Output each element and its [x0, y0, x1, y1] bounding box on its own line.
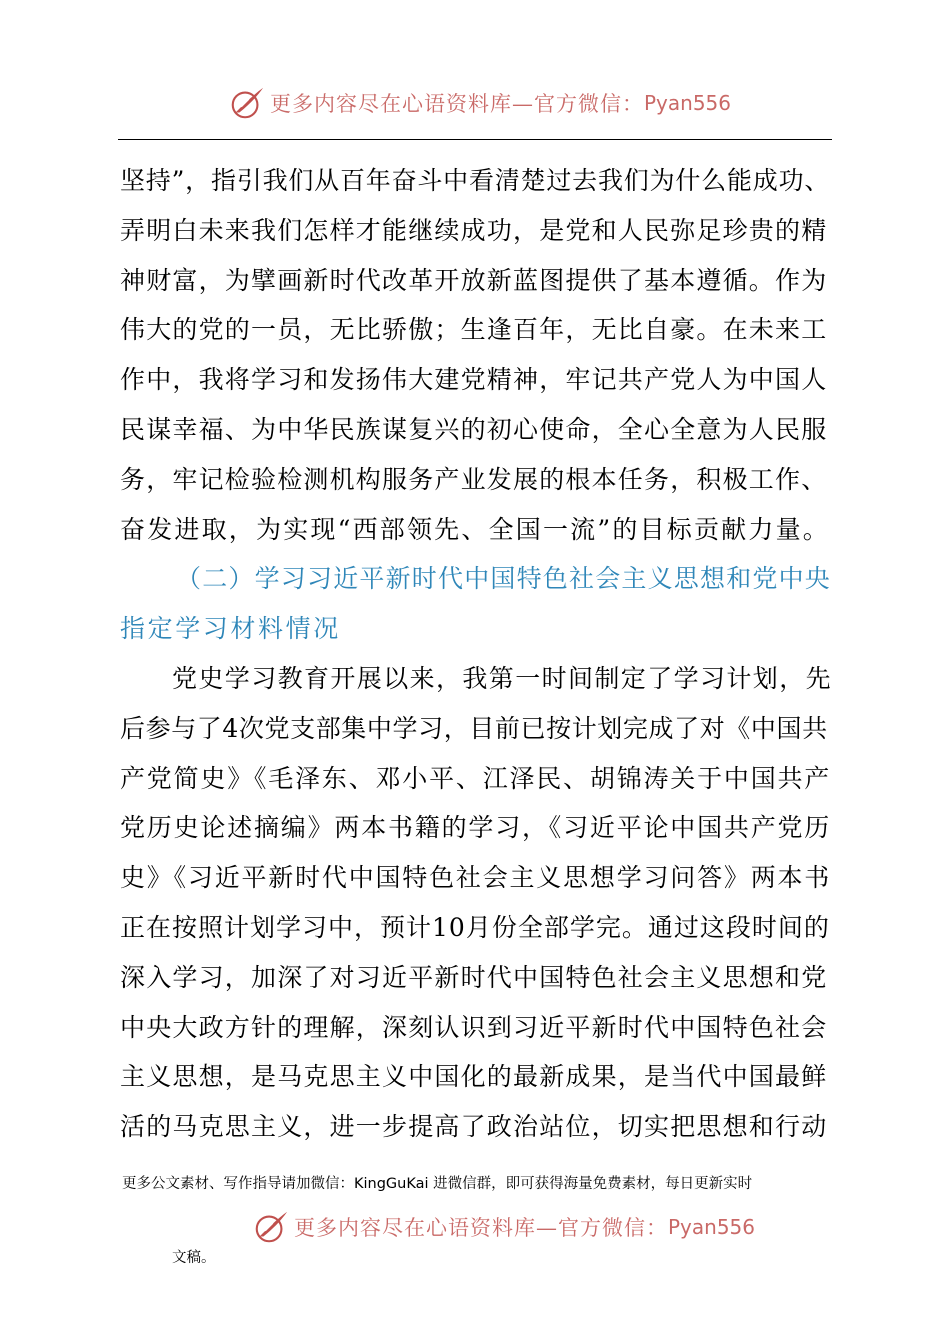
text-line: 民谋幸福、为中华民族谋复兴的初心使命，全心全意为人民服 [120, 414, 828, 444]
footer-tail: 文稿。 [172, 1250, 216, 1266]
heading-line: （二）学习习近平新时代中国特色社会主义思想和党中央 [176, 564, 832, 594]
text-line: 产党简史》《毛泽东、邓小平、江泽民、胡锦涛关于中国共产 [120, 763, 832, 793]
text-line: 作中，我将学习和发扬伟大建党精神，牢记共产党人为中国人 [120, 365, 828, 395]
text-line: 正在按照计划学习中，预计10月份全部学完。通过这段时间的 [120, 912, 830, 942]
document-body [120, 156, 832, 1152]
text-line: 后参与了4次党支部集中学习，目前已按计划完成了对《中国共 [120, 713, 828, 743]
text-line: 史》《习近平新时代中国特色社会主义思想学习问答》两本书 [120, 863, 832, 893]
watermark-top [228, 84, 731, 122]
quill-logo-icon [252, 1208, 290, 1246]
header-rule [118, 139, 832, 140]
watermark-bottom [252, 1208, 755, 1246]
watermark-text: 更多内容尽在心语资料库—官方微信： [270, 92, 644, 116]
text-line: 党史学习教育开展以来，我第一时间制定了学习计划，先 [172, 663, 833, 693]
watermark-id: Pyan556 [668, 1215, 756, 1239]
watermark-id: Pyan556 [644, 91, 732, 115]
quill-logo-icon [228, 84, 266, 122]
text-line: 神财富，为擘画新时代改革开放新蓝图提供了基本遵循。作为 [120, 265, 828, 295]
footer-note: 更多公文素材、写作指导请加微信：KingGuKai 进微信群，即可获得海量免费素材，每日更新实时 [122, 1176, 753, 1192]
text-line: 务，牢记检验检测机构服务产业发展的根本任务，积极工作、 [120, 464, 828, 494]
text-line: 党历史论述摘编》两本书籍的学习，《习近平论中国共产党历 [120, 813, 832, 843]
text-line: 坚持”，指引我们从百年奋斗中看清楚过去我们为什么能成功、 [120, 166, 831, 195]
watermark-text: 更多内容尽在心语资料库—官方微信： [294, 1216, 668, 1240]
text-line: 主义思想，是马克思主义中国化的最新成果，是当代中国最鲜 [120, 1062, 828, 1092]
section-heading [120, 554, 832, 654]
paragraph-2 [120, 654, 832, 1152]
text-line: 弄明白未来我们怎样才能继续成功，是党和人民弥足珍贵的精 [120, 215, 828, 245]
text-line: 深入学习，加深了对习近平新时代中国特色社会主义思想和党 [120, 962, 828, 992]
text-line: 中央大政方针的理解，深刻认识到习近平新时代中国特色社会 [120, 1012, 828, 1042]
heading-line: 指定学习材料情况 [120, 614, 341, 644]
text-line: 奋发进取，为实现“西部领先、全国一流”的目标贡献力量。 [120, 514, 830, 544]
text-line: 伟大的党的一员，无比骄傲；生逢百年，无比自豪。在未来工 [120, 315, 828, 345]
text-line: 活的马克思主义，进一步提高了政治站位，切实把思想和行动 [120, 1112, 828, 1142]
paragraph-1 [120, 156, 832, 554]
